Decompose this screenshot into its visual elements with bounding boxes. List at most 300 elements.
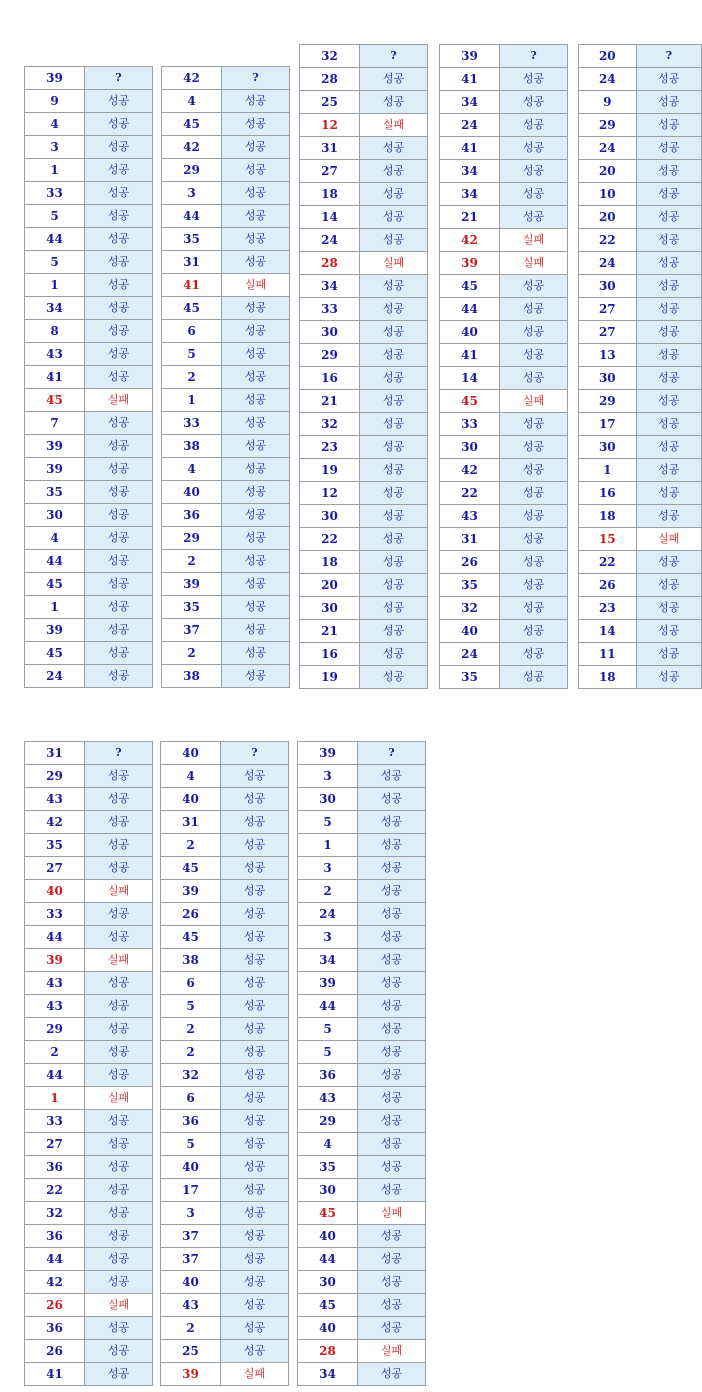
table-row (300, 528, 428, 551)
result-cell: 성공 (222, 573, 290, 596)
result-cell: 성공 (360, 390, 428, 413)
table-row (579, 114, 702, 137)
result-cell: 실패 (85, 880, 153, 903)
number-cell: 38 (161, 949, 221, 972)
number-cell: 40 (440, 321, 500, 344)
table-row (161, 1202, 289, 1225)
number-cell: 42 (440, 459, 500, 482)
result-cell: 성공 (85, 182, 153, 205)
table-row (161, 811, 289, 834)
result-cell: 성공 (85, 159, 153, 182)
number-cell: 2 (161, 1317, 221, 1340)
number-cell: 36 (161, 1110, 221, 1133)
result-cell: 성공 (636, 459, 701, 482)
result-cell: 성공 (85, 481, 153, 504)
table-row (298, 1363, 426, 1386)
result-cell: 성공 (221, 926, 289, 949)
result-cell: 성공 (85, 435, 153, 458)
header-number-cell: 31 (25, 742, 85, 765)
number-cell: 32 (25, 1202, 85, 1225)
result-cell: 성공 (358, 1156, 426, 1179)
table-row (25, 1018, 153, 1041)
result-cell: 성공 (358, 788, 426, 811)
number-cell: 30 (300, 505, 360, 528)
table-row (162, 205, 290, 228)
table-row (440, 551, 568, 574)
result-cell: 실패 (85, 389, 153, 412)
table-row (25, 458, 153, 481)
result-cell: 성공 (500, 91, 568, 114)
table-row (440, 183, 568, 206)
result-cell: 성공 (85, 1156, 153, 1179)
result-cell: 성공 (221, 811, 289, 834)
table-row (25, 880, 153, 903)
result-cell: 성공 (222, 504, 290, 527)
result-cell: 성공 (222, 136, 290, 159)
number-cell: 45 (161, 857, 221, 880)
table-row (300, 252, 428, 275)
result-cell: 성공 (360, 436, 428, 459)
table-row (300, 91, 428, 114)
table-row (440, 390, 568, 413)
result-cell: 성공 (500, 643, 568, 666)
number-cell: 29 (162, 527, 222, 550)
number-cell: 35 (162, 228, 222, 251)
result-table-6 (24, 741, 153, 1386)
table-row (440, 643, 568, 666)
number-cell: 22 (440, 482, 500, 505)
table-row (298, 1110, 426, 1133)
result-cell: 성공 (85, 1133, 153, 1156)
table-row (440, 459, 568, 482)
result-cell: 성공 (222, 159, 290, 182)
header-number-cell: 39 (440, 45, 500, 68)
result-cell: 성공 (221, 788, 289, 811)
result-cell: 성공 (360, 505, 428, 528)
table-row (440, 482, 568, 505)
number-cell: 44 (162, 205, 222, 228)
number-cell: 36 (25, 1317, 85, 1340)
result-cell: 성공 (360, 229, 428, 252)
result-cell: 성공 (222, 389, 290, 412)
number-cell: 26 (161, 903, 221, 926)
table-header-row (298, 742, 426, 765)
number-cell: 2 (25, 1041, 85, 1064)
number-cell: 45 (298, 1294, 358, 1317)
result-cell: 성공 (500, 459, 568, 482)
number-cell: 41 (25, 1363, 85, 1386)
result-cell: 성공 (222, 481, 290, 504)
table-row (300, 275, 428, 298)
number-cell: 3 (25, 136, 85, 159)
table-row (300, 666, 428, 689)
table-row (161, 1271, 289, 1294)
result-cell: 성공 (636, 413, 701, 436)
result-cell: 성공 (85, 550, 153, 573)
result-cell: 성공 (221, 972, 289, 995)
number-cell: 4 (298, 1133, 358, 1156)
number-cell: 24 (579, 137, 637, 160)
table-row (440, 436, 568, 459)
number-cell: 39 (161, 1363, 221, 1386)
table-row (440, 252, 568, 275)
result-cell: 성공 (500, 505, 568, 528)
number-cell: 40 (161, 1156, 221, 1179)
table-row (161, 1018, 289, 1041)
result-cell: 성공 (85, 527, 153, 550)
table-row (161, 857, 289, 880)
table-row (298, 1156, 426, 1179)
table-row (300, 505, 428, 528)
result-cell: 성공 (85, 903, 153, 926)
result-cell: 성공 (358, 765, 426, 788)
table-row (300, 137, 428, 160)
result-cell: 성공 (221, 1202, 289, 1225)
table-row (298, 995, 426, 1018)
number-cell: 19 (300, 459, 360, 482)
table-row (579, 252, 702, 275)
result-cell: 성공 (358, 811, 426, 834)
number-cell: 45 (25, 389, 85, 412)
result-cell: 성공 (360, 137, 428, 160)
number-cell: 28 (300, 68, 360, 91)
number-cell: 1 (25, 596, 85, 619)
result-cell: 성공 (85, 1018, 153, 1041)
result-cell: 성공 (636, 597, 701, 620)
table-row (300, 597, 428, 620)
number-cell: 44 (440, 298, 500, 321)
table-row (25, 788, 153, 811)
table-row (440, 574, 568, 597)
number-cell: 30 (25, 504, 85, 527)
number-cell: 21 (300, 620, 360, 643)
table-row (25, 995, 153, 1018)
number-cell: 6 (161, 972, 221, 995)
result-cell: 성공 (85, 366, 153, 389)
table-row (579, 137, 702, 160)
table-row (579, 160, 702, 183)
number-cell: 3 (162, 182, 222, 205)
number-cell: 30 (579, 367, 637, 390)
table-row (25, 1202, 153, 1225)
result-cell: 성공 (636, 298, 701, 321)
result-cell: 성공 (358, 1271, 426, 1294)
number-cell: 2 (162, 550, 222, 573)
table-row (25, 1271, 153, 1294)
number-cell: 45 (25, 573, 85, 596)
table-row (25, 504, 153, 527)
table-row (579, 597, 702, 620)
result-cell: 성공 (85, 1202, 153, 1225)
table-row (162, 343, 290, 366)
result-table-2 (161, 66, 290, 688)
table-row (298, 857, 426, 880)
number-cell: 18 (300, 551, 360, 574)
result-cell: 성공 (222, 182, 290, 205)
result-cell: 성공 (500, 183, 568, 206)
result-cell: 성공 (85, 1041, 153, 1064)
number-cell: 23 (579, 597, 637, 620)
table-row (298, 811, 426, 834)
result-cell: 성공 (360, 459, 428, 482)
table-row (579, 459, 702, 482)
result-cell: 성공 (222, 297, 290, 320)
result-table-1 (24, 66, 153, 688)
number-cell: 39 (25, 435, 85, 458)
result-cell: 성공 (85, 642, 153, 665)
table-row (440, 597, 568, 620)
result-cell: 실패 (85, 1087, 153, 1110)
result-cell: 성공 (85, 458, 153, 481)
number-cell: 18 (579, 505, 637, 528)
result-cell: 성공 (358, 880, 426, 903)
table-row (162, 274, 290, 297)
result-cell: 성공 (85, 274, 153, 297)
number-cell: 27 (25, 857, 85, 880)
number-cell: 37 (161, 1248, 221, 1271)
number-cell: 37 (161, 1225, 221, 1248)
table-row (440, 298, 568, 321)
table-row (300, 298, 428, 321)
table-row (161, 788, 289, 811)
result-cell: 성공 (360, 574, 428, 597)
result-cell: 성공 (222, 366, 290, 389)
result-cell: 성공 (636, 68, 701, 91)
number-cell: 35 (25, 834, 85, 857)
table-row (25, 435, 153, 458)
result-cell: 성공 (85, 1248, 153, 1271)
table-row (161, 903, 289, 926)
table-row (25, 1133, 153, 1156)
number-cell: 27 (579, 298, 637, 321)
number-cell: 45 (440, 390, 500, 413)
result-cell: 성공 (221, 880, 289, 903)
result-cell: 성공 (85, 205, 153, 228)
number-cell: 29 (300, 344, 360, 367)
table-row (579, 482, 702, 505)
table-row (579, 91, 702, 114)
result-cell: 성공 (636, 183, 701, 206)
result-cell: 성공 (85, 995, 153, 1018)
table-row (25, 90, 153, 113)
number-cell: 30 (579, 275, 637, 298)
result-cell: 성공 (85, 320, 153, 343)
table-row (162, 320, 290, 343)
result-cell: 성공 (500, 436, 568, 459)
table-row (579, 390, 702, 413)
number-cell: 42 (25, 811, 85, 834)
result-cell: 성공 (85, 343, 153, 366)
table-row (298, 1340, 426, 1363)
number-cell: 45 (440, 275, 500, 298)
header-result-cell: ? (85, 67, 153, 90)
table-row (440, 137, 568, 160)
table-row (579, 68, 702, 91)
number-cell: 14 (579, 620, 637, 643)
number-cell: 32 (300, 413, 360, 436)
number-cell: 39 (161, 880, 221, 903)
result-cell: 성공 (221, 1156, 289, 1179)
table-row (25, 596, 153, 619)
number-cell: 44 (25, 926, 85, 949)
result-cell: 성공 (358, 926, 426, 949)
number-cell: 3 (161, 1202, 221, 1225)
header-number-cell: 39 (25, 67, 85, 90)
table-header-row (440, 45, 568, 68)
result-cell: 성공 (85, 788, 153, 811)
number-cell: 17 (161, 1179, 221, 1202)
number-cell: 5 (161, 1133, 221, 1156)
number-cell: 35 (25, 481, 85, 504)
result-cell: 성공 (221, 834, 289, 857)
number-cell: 24 (579, 68, 637, 91)
table-row (162, 504, 290, 527)
result-cell: 성공 (222, 642, 290, 665)
result-cell: 성공 (358, 1018, 426, 1041)
number-cell: 16 (300, 643, 360, 666)
result-cell: 성공 (222, 412, 290, 435)
number-cell: 33 (25, 182, 85, 205)
table-row (25, 1248, 153, 1271)
table-row (298, 1179, 426, 1202)
table-row (162, 481, 290, 504)
number-cell: 43 (25, 972, 85, 995)
number-cell: 40 (440, 620, 500, 643)
table-row (300, 114, 428, 137)
number-cell: 20 (579, 160, 637, 183)
result-cell: 성공 (85, 297, 153, 320)
number-cell: 24 (440, 643, 500, 666)
result-cell: 성공 (85, 251, 153, 274)
number-cell: 31 (300, 137, 360, 160)
number-cell: 16 (579, 482, 637, 505)
result-cell: 성공 (221, 995, 289, 1018)
result-cell: 성공 (636, 137, 701, 160)
number-cell: 1 (579, 459, 637, 482)
table-row (298, 1018, 426, 1041)
result-cell: 성공 (221, 1064, 289, 1087)
table-row (300, 413, 428, 436)
result-cell: 성공 (636, 229, 701, 252)
result-cell: 성공 (358, 995, 426, 1018)
table-row (298, 1225, 426, 1248)
table-row (440, 206, 568, 229)
table-row (440, 275, 568, 298)
number-cell: 29 (162, 159, 222, 182)
result-cell: 성공 (358, 1041, 426, 1064)
result-cell: 성공 (636, 114, 701, 137)
table-row (25, 903, 153, 926)
table-row (162, 251, 290, 274)
result-cell: 성공 (636, 482, 701, 505)
number-cell: 21 (300, 390, 360, 413)
result-cell: 성공 (636, 666, 701, 689)
result-cell: 성공 (85, 1317, 153, 1340)
number-cell: 14 (300, 206, 360, 229)
result-cell: 성공 (358, 1363, 426, 1386)
table-row (25, 297, 153, 320)
table-row (25, 857, 153, 880)
table-row (300, 229, 428, 252)
table-row (25, 573, 153, 596)
result-cell: 성공 (500, 367, 568, 390)
result-cell: 성공 (222, 205, 290, 228)
result-cell: 성공 (222, 596, 290, 619)
number-cell: 29 (579, 114, 637, 137)
number-cell: 13 (579, 344, 637, 367)
result-cell: 성공 (360, 367, 428, 390)
result-cell: 성공 (360, 206, 428, 229)
number-cell: 39 (162, 573, 222, 596)
number-cell: 14 (440, 367, 500, 390)
number-cell: 4 (162, 458, 222, 481)
result-cell: 성공 (85, 1225, 153, 1248)
number-cell: 39 (25, 619, 85, 642)
result-cell: 실패 (360, 252, 428, 275)
number-cell: 4 (162, 90, 222, 113)
number-cell: 34 (440, 160, 500, 183)
number-cell: 2 (161, 834, 221, 857)
table-row (25, 1110, 153, 1133)
result-cell: 성공 (636, 367, 701, 390)
result-cell: 성공 (222, 458, 290, 481)
result-cell: 성공 (221, 903, 289, 926)
result-cell: 성공 (85, 926, 153, 949)
number-cell: 28 (298, 1340, 358, 1363)
number-cell: 38 (162, 435, 222, 458)
result-cell: 성공 (358, 1087, 426, 1110)
number-cell: 31 (161, 811, 221, 834)
result-cell: 성공 (358, 1133, 426, 1156)
table-row (300, 574, 428, 597)
table-row (162, 642, 290, 665)
number-cell: 44 (298, 1248, 358, 1271)
result-cell: 성공 (360, 160, 428, 183)
table-row (579, 551, 702, 574)
number-cell: 21 (440, 206, 500, 229)
number-cell: 39 (298, 972, 358, 995)
number-cell: 42 (25, 1271, 85, 1294)
header-result-cell: ? (636, 45, 701, 68)
number-cell: 43 (440, 505, 500, 528)
result-cell: 성공 (360, 643, 428, 666)
number-cell: 2 (161, 1018, 221, 1041)
result-cell: 성공 (636, 252, 701, 275)
number-cell: 23 (300, 436, 360, 459)
table-row (298, 926, 426, 949)
number-cell: 24 (25, 665, 85, 688)
result-cell: 성공 (358, 1064, 426, 1087)
result-cell: 성공 (85, 596, 153, 619)
table-row (25, 320, 153, 343)
number-cell: 30 (440, 436, 500, 459)
number-cell: 20 (579, 206, 637, 229)
result-cell: 성공 (500, 574, 568, 597)
result-cell: 성공 (85, 90, 153, 113)
number-cell: 10 (579, 183, 637, 206)
table-row (298, 834, 426, 857)
number-cell: 34 (440, 183, 500, 206)
header-number-cell: 20 (579, 45, 637, 68)
result-cell: 성공 (85, 1179, 153, 1202)
table-row (25, 182, 153, 205)
number-cell: 22 (579, 551, 637, 574)
table-row (579, 229, 702, 252)
table-row (298, 880, 426, 903)
header-result-cell: ? (221, 742, 289, 765)
number-cell: 29 (25, 765, 85, 788)
result-cell: 성공 (85, 811, 153, 834)
